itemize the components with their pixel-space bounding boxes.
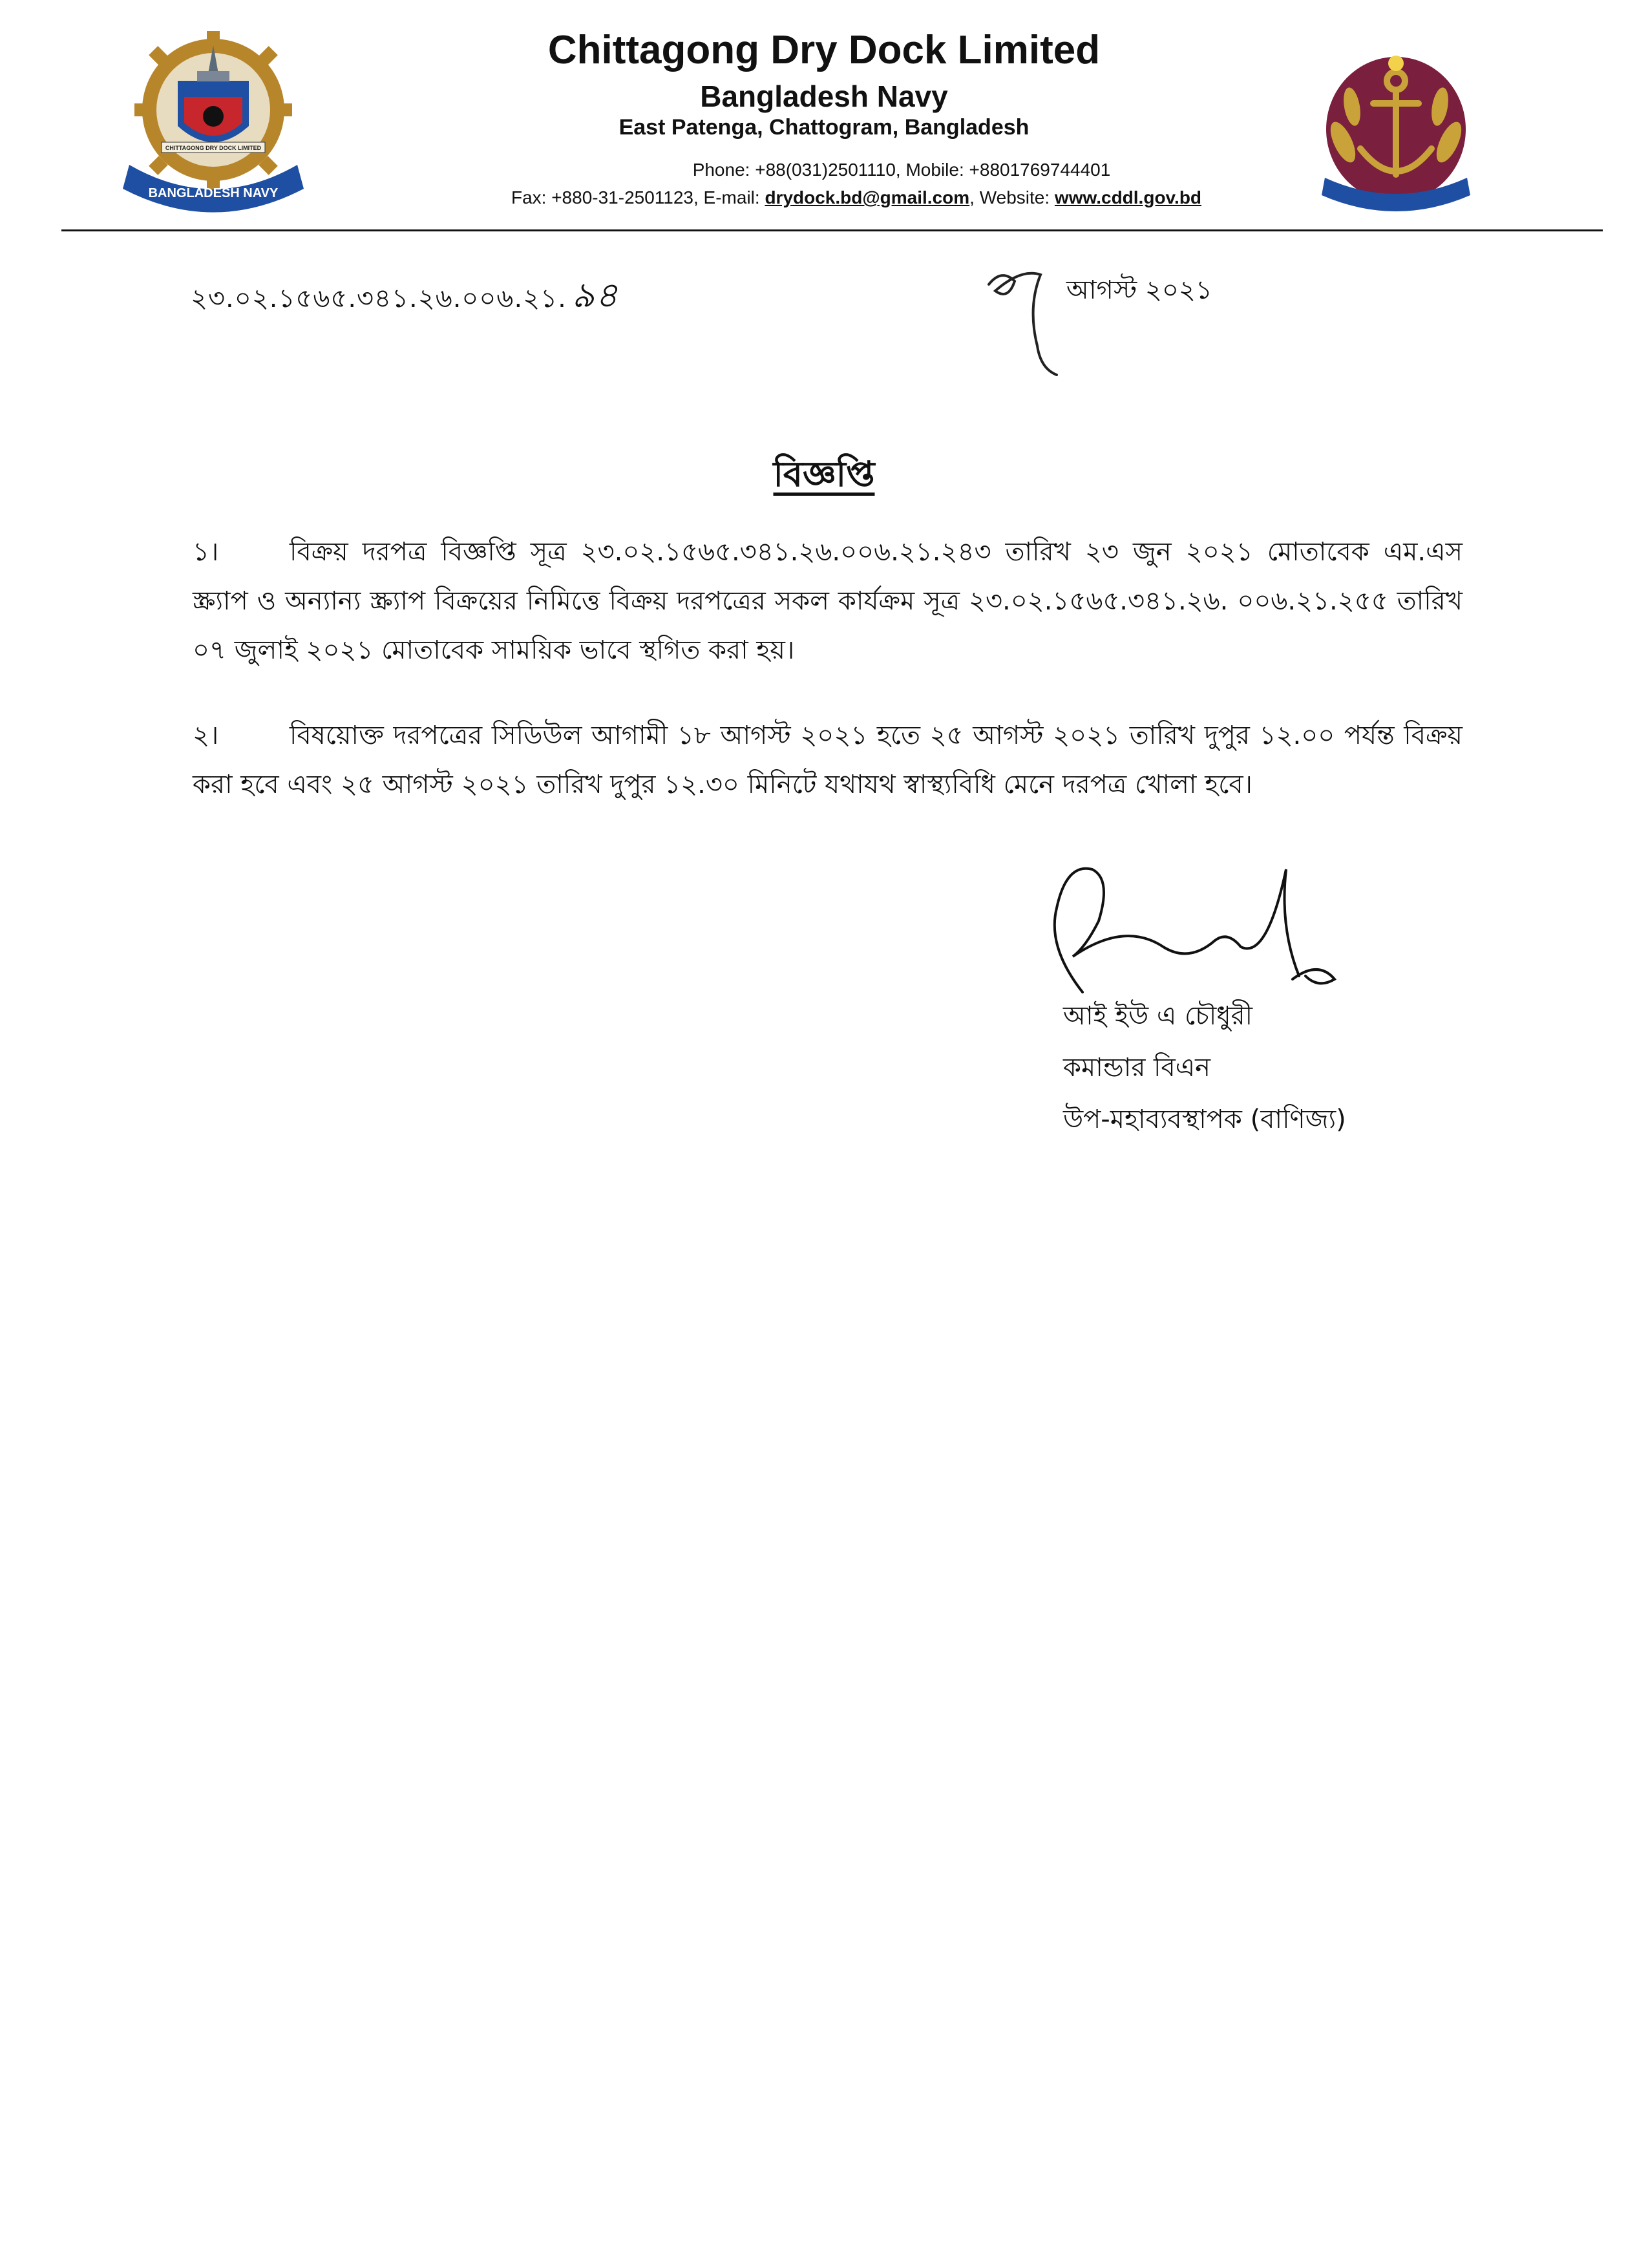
handwritten-date-icon <box>976 255 1066 385</box>
notice-title-text: বিজ্ঞপ্তি <box>773 454 875 494</box>
paragraph-text: বিক্রয় দরপত্র বিজ্ঞপ্তি সূত্র ২৩.০২.১৫৬৫.৩৪১.২৬.০০৬.২১.২৪৩ তারিখ ২৩ জুন ২০২১ মোতাবেক এম.এস স্ক্র্যাপ ও অন্যান্য স্ক্র্যাপ বিক্রয়ের নিমিত্তে বিক্রয় দরপত্রের সকল কার্যক্রম সূত্র ২৩.০২.১৫৬৫.৩৪১.২৬. ০০৬.২১.২৫৫ তারিখ ০৭ জুলাই ২০২১ মোতাবেক সাময়িক ভাবে স্থগিত করা হয়। <box>193 537 1463 665</box>
handwritten-signature-icon <box>995 850 1357 1018</box>
org-name: Chittagong Dry Dock Limited <box>547 28 1101 72</box>
memo-date <box>976 255 1247 385</box>
notice-paragraph-2 <box>193 711 1463 809</box>
notice-title <box>0 447 1648 505</box>
memo-reference-number: ২৩.০২.১৫৬৫.৩৪১.২৬.০০৬.২১. <box>191 284 567 313</box>
navy-emblem-logo <box>1312 45 1480 213</box>
website-label: , Website: <box>969 187 1055 207</box>
paragraph-number: ১। <box>193 537 219 567</box>
paragraph-text: বিষয়োক্ত দরপত্রের সিডিউল আগামী ১৮ আগস্ট ২০২১ হতে ২৫ আগস্ট ২০২১ তারিখ দুপুর ১২.০০ পর্যন্ত বিক্রয় করা হবে এবং ২৫ আগস্ট ২০২১ তারিখ দুপুর ১২.৩০ মিনিটে যথাযথ স্বাস্থ্যবিধি মেনে দরপত্র খোলা হবে। <box>193 721 1463 800</box>
paragraph-number: ২। <box>193 721 219 750</box>
letterhead-divider <box>61 229 1603 231</box>
org-address: East Patenga, Chattogram, Bangladesh <box>618 115 1030 140</box>
fax-label: Fax: +880-31-2501123, E-mail: <box>511 187 765 207</box>
crest-ribbon-text: BANGLADESH NAVY <box>148 186 279 200</box>
email-link[interactable]: drydock.bd@gmail.com <box>765 187 970 207</box>
signatory-name: আই ইউ এ চৌধুরী <box>1063 1001 1253 1031</box>
signatory-rank: কমান্ডার বিএন <box>1063 1053 1211 1083</box>
org-subtitle: Bangladesh Navy <box>700 79 948 113</box>
website-link[interactable]: www.cddl.gov.bd <box>1054 187 1202 207</box>
crest-top-text: CHITTAGONG DRY DOCK LIMITED <box>165 145 262 151</box>
contact-phone-line: Phone: +88(031)2501110, Mobile: +8801769744401 <box>692 160 1111 180</box>
signatory-designation: উপ-মহাব্যবস্থাপক (বাণিজ্য) <box>1063 1105 1346 1134</box>
memo-reference-handwritten: ৯৪ <box>571 275 618 315</box>
memo-reference <box>191 268 618 326</box>
notice-paragraph-1 <box>193 527 1463 675</box>
memo-date-text: আগস্ট ২০২১ <box>1066 275 1212 305</box>
navy-anchor-emblem-icon <box>1312 45 1480 213</box>
